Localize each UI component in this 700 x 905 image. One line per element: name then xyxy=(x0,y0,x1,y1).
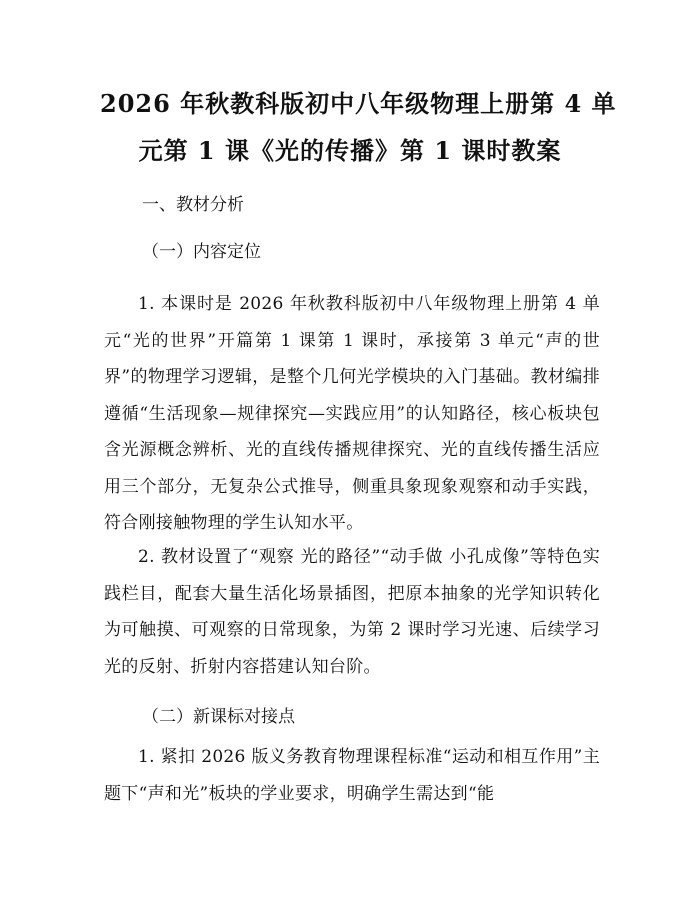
paragraph-curriculum-standard-1: 1. 紧扣 2026 版义务教育物理课程标准“运动和相互作用”主题下“声和光”板块的学业要求，明确学生需达到“能 xyxy=(104,747,600,804)
paragraph-content-positioning-1: 1. 本课时是 2026 年秋教科版初中八年级物理上册第 4 单元“光的世界”开篇第 1 课第 1 课时，承接第 3 单元“声的世界”的物理学习逻辑，是整个几何光学模块的入门基础。教材编排遵循“生活现象—规律探究—实践应用”的认知路径，核心板块包含光源概念辨析、光的直线传播规律探究、光的直线传播生活应用三个部分，无复杂公式推导，侧重具象现象观察和动手实践，符合刚接触物理的学生认知水平。 xyxy=(104,294,600,533)
section-heading-textbook-analysis: 一、教材分析 xyxy=(142,195,244,215)
subsection-heading-content-positioning: （一）内容定位 xyxy=(142,242,261,262)
document-title-line-2: 元第 1 课《光的传播》第 1 课时教案 xyxy=(138,136,562,165)
paragraph-content-positioning-2: 2. 教材设置了“观察 光的路径”“动手做 小孔成像”等特色实践栏目，配套大量生活化场景插图，把原本抽象的光学知识转化为可触摸、可观察的日常现象，为第 2 课时学习光速、后续学习光的反射、折射内容搭建认知台阶。 xyxy=(104,547,600,677)
subsection-heading-curriculum-standard: （二）新课标对接点 xyxy=(142,707,295,727)
document-title-line-1: 2026 年秋教科版初中八年级物理上册第 4 单 xyxy=(100,89,617,118)
